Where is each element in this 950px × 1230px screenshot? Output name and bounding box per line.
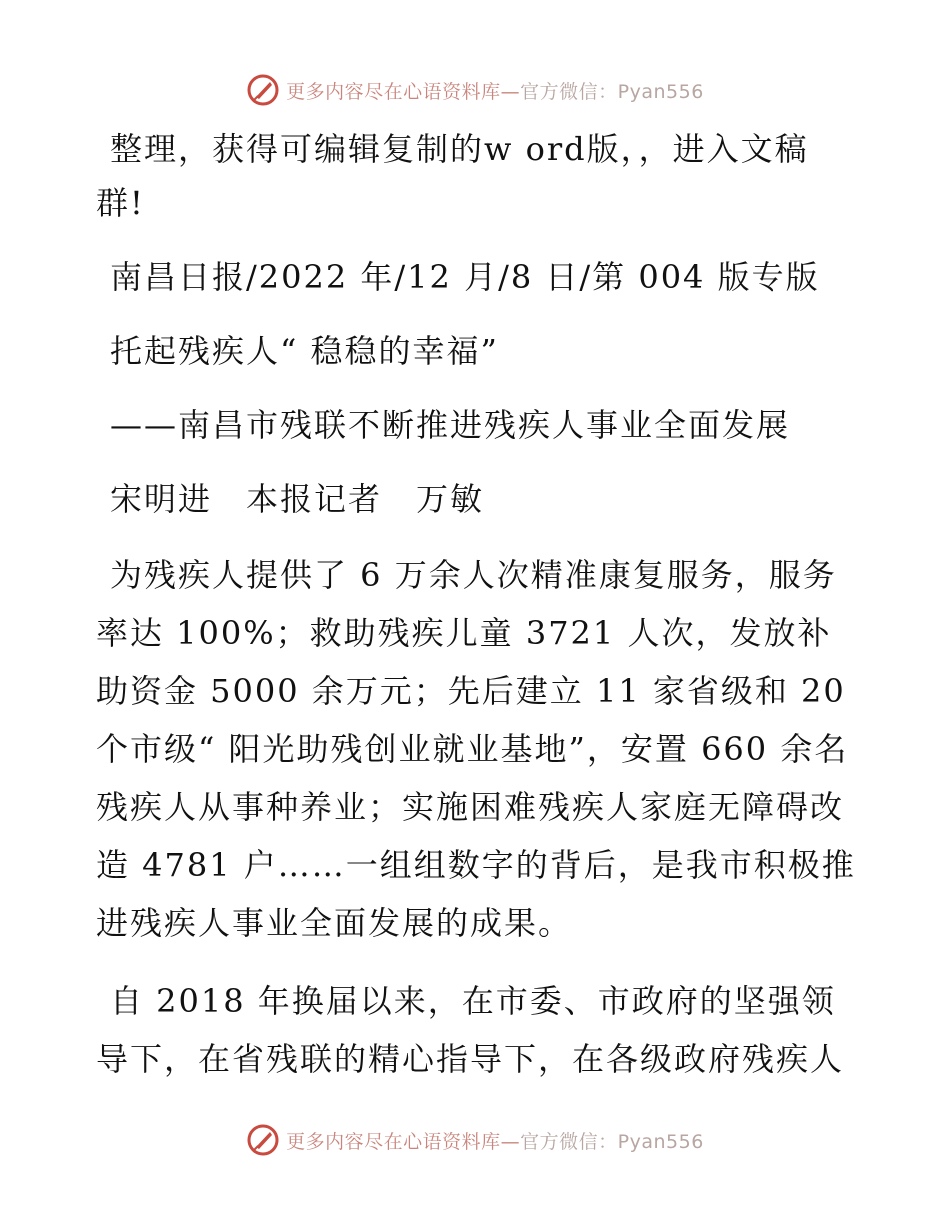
intro-line: 整理，获得可编辑复制的w ord版，，进入文稿群! xyxy=(96,130,809,222)
watermark-text: 更多内容尽在心语资料库— xyxy=(286,1130,521,1153)
article-authors: 宋明进 本报记者 万敏 xyxy=(110,480,485,518)
article-title: 托起残疾人“ 稳稳的幸福” xyxy=(110,332,499,370)
article-subtitle: ——南昌市残联不断推进残疾人事业全面发展 xyxy=(110,406,791,444)
watermark-header xyxy=(0,70,950,110)
paragraph-2: 自 2018 年换届以来，在市委、市政府的坚强领导下，在省残联的精心指导下，在各级政府残疾人 xyxy=(96,982,845,1078)
watermark-text: 更多内容尽在心语资料库— xyxy=(286,80,521,103)
quill-logo-icon xyxy=(246,73,280,107)
document-body xyxy=(96,122,856,1108)
quill-logo-icon xyxy=(246,1123,280,1157)
watermark-footer xyxy=(0,1120,950,1160)
source-line: 南昌日报/2022 年/12 月/8 日/第 004 版专版 xyxy=(110,258,820,296)
watermark-wechat: 官方微信：Pyan556 xyxy=(520,1130,704,1153)
watermark-wechat: 官方微信：Pyan556 xyxy=(520,80,704,103)
paragraph-1: 为残疾人提供了 6 万余人次精准康复服务，服务率达 100%；救助残疾儿童 3721 人次，发放补助资金 5000 余万元；先后建立 11 家省级和 20 个市级“ 阳光助残创业就业基地”，安置 660 余名残疾人从事种养业；实施困难残疾人家庭无障碍改造 4781 户……一组组数字的背后，是我市积极推进残疾人事业全面发展的成果。 xyxy=(96,556,856,942)
